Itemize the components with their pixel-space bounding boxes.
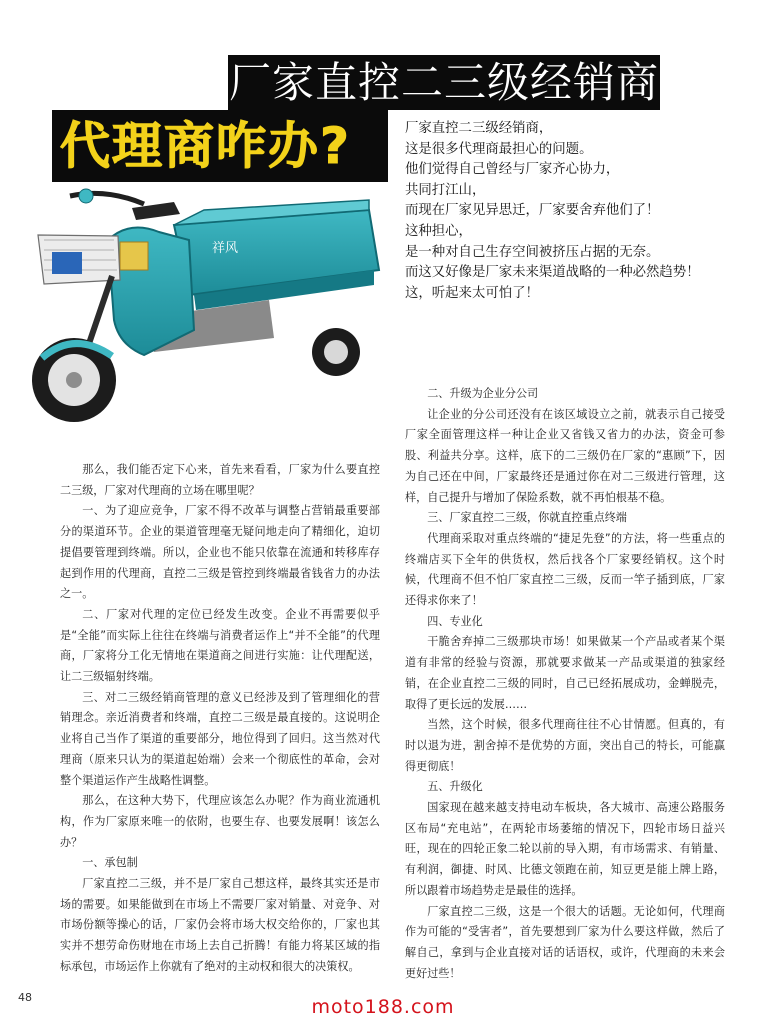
page-number: 48 [18, 991, 32, 1004]
intro-line: 共同打江山， [405, 182, 486, 198]
paragraph: 国家现在越来越支持电动车板块，各大城市、高速公路服务区布局“充电站”，在两轮市场萎缩的情况下，四轮市场日益兴旺，现在的四轮正象二轮以前的导入期，有市场需求、有销量、有利润，御捷、时风、比德文领跑在前，知豆更是能上牌上路，所以跟着市场趋势走是最佳的选择。 [405, 801, 725, 897]
section-heading: 五、升级化 [427, 780, 483, 794]
intro-line: 而现在厂家见异思迁，厂家要舍弃他们了！ [405, 203, 660, 219]
section-heading: 一、承包制 [82, 856, 138, 870]
paragraph: 厂家直控二三级，并不是厂家自己想这样，最终其实还是市场的需要。如果能做到在市场上不需要厂家对销量、对竞争、对市场份额等操心的话，厂家仍会将市场大权交给你的，厂家也其实并不想劳命伤财地在市场上去自己折腾！有能力将某区域的指标承包，市场运作上你就有了绝对的主动权和很大的决策权。 [60, 877, 380, 973]
left-column [60, 460, 380, 978]
intro-line: 他们觉得自己曾经与厂家齐心协力， [405, 162, 620, 178]
intro-line: 厂家直控二三级经销商， [405, 121, 553, 136]
paragraph: 三、对二三级经销商管理的意义已经涉及到了管理细化的营销理念。亲近消费者和终端，直控二三级是最直接的。这说明企业将自己当作了渠道的重要部分，地位得到了回归。这当然对代理商（原来只认为的渠道起始端）会来一个彻底性的革命，会对整个渠道运作产生战略性调整。 [60, 690, 380, 787]
paragraph: 一、为了迎应竞争，厂家不得不改革与调整占营销最重要部分的渠道环节。企业的渠道管理毫无疑问地走向了精细化，迫切提倡要管理到终端。所以，企业也不能只依靠在流通和转移库存起到作用的代理商，直控二三级是管控到终端最省钱省力的办法之一。 [60, 504, 380, 601]
intro-line: 这，听起来太可怕了！ [405, 285, 539, 301]
headline: 代理商咋办? [60, 117, 352, 175]
paragraph: 干脆舍弃掉二三级那块市场！如果做某一个产品或者某个渠道有非常的经验与资源，那就要求做某一产品或渠道的独家经销，在企业直控二三级的同时，自己已经拓展成功，金蝉脱壳，取得了更长远的发展…… [405, 635, 725, 711]
title-bar: 厂家直控二三级经销商 [228, 55, 660, 110]
paragraph: 那么，我们能否定下心来，首先来看看，厂家为什么要直控二三级，厂家对代理商的立场在哪里呢？ [60, 463, 380, 497]
intro-line: 这是很多代理商最担心的问题。 [405, 141, 593, 157]
intro-line: 这种担心， [405, 223, 472, 239]
paragraph: 那么，在这种大势下，代理应该怎么办呢？作为商业流通机构，作为厂家原来唯一的依附，也要生存、也要发展啊！该怎么办？ [60, 794, 380, 849]
intro-line: 而这又好像是厂家未来渠道战略的一种必然趋势！ [405, 265, 700, 281]
paragraph: 当然，这个时候，很多代理商往往不心甘情愿。但真的，有时以退为进，割舍掉不是优势的方面，突出自己的特长，可能赢得更彻底！ [405, 718, 725, 773]
section-heading: 二、升级为企业分公司 [427, 387, 539, 400]
right-column [405, 384, 725, 984]
footer-url[interactable]: moto188.com [311, 996, 455, 1018]
electric-tricycle-image [24, 180, 384, 440]
section-heading: 三、厂家直控二三级，你就直控重点终端 [427, 511, 627, 525]
intro-line: 是一种对自己生存空间被挤压占据的无奈。 [405, 244, 660, 260]
intro-text [405, 119, 745, 304]
paragraph: 代理商采取对重点终端的“捷足先登”的方法，将一些重点的终端店买下全年的供货权，然后找各个厂家要经销权。这个时候，代理商不但不怕厂家直控二三级，反而一竿子插到底，厂家还得求你来了！ [405, 531, 725, 608]
section-heading: 四、专业化 [427, 614, 483, 628]
paragraph: 让企业的分公司还没有在该区域设立之前，就表示自己接受厂家全面管理这样一种让企业又省钱又省力的办法，资金可参股、利益共分享。这样，底下的二三级仍在厂家的“惠顾”下，因为自己还在中间，厂家最终还是通过你在对二三级进行管理，这样，自己提升与增加了保险系数，就不再怕根基不稳。 [405, 407, 725, 504]
vehicle-brand: 祥风 [212, 241, 239, 256]
paragraph: 厂家直控二三级，这是一个很大的话题。无论如何，代理商作为可能的“受害者”，首先要想到厂家为什么要这样做，然后了解自己，拿到与企业直接对话的话语权，或许，代理商的未来会更好过些！ [405, 904, 725, 980]
paragraph: 二、厂家对代理的定位已经发生改变。企业不再需要似乎是“全能”而实际上往往在终端与消费者运作上“并不全能”的代理商，厂家将分工化无情地在渠道商之间进行实施：让代理配送，让二三级辐射终端。 [60, 607, 380, 684]
